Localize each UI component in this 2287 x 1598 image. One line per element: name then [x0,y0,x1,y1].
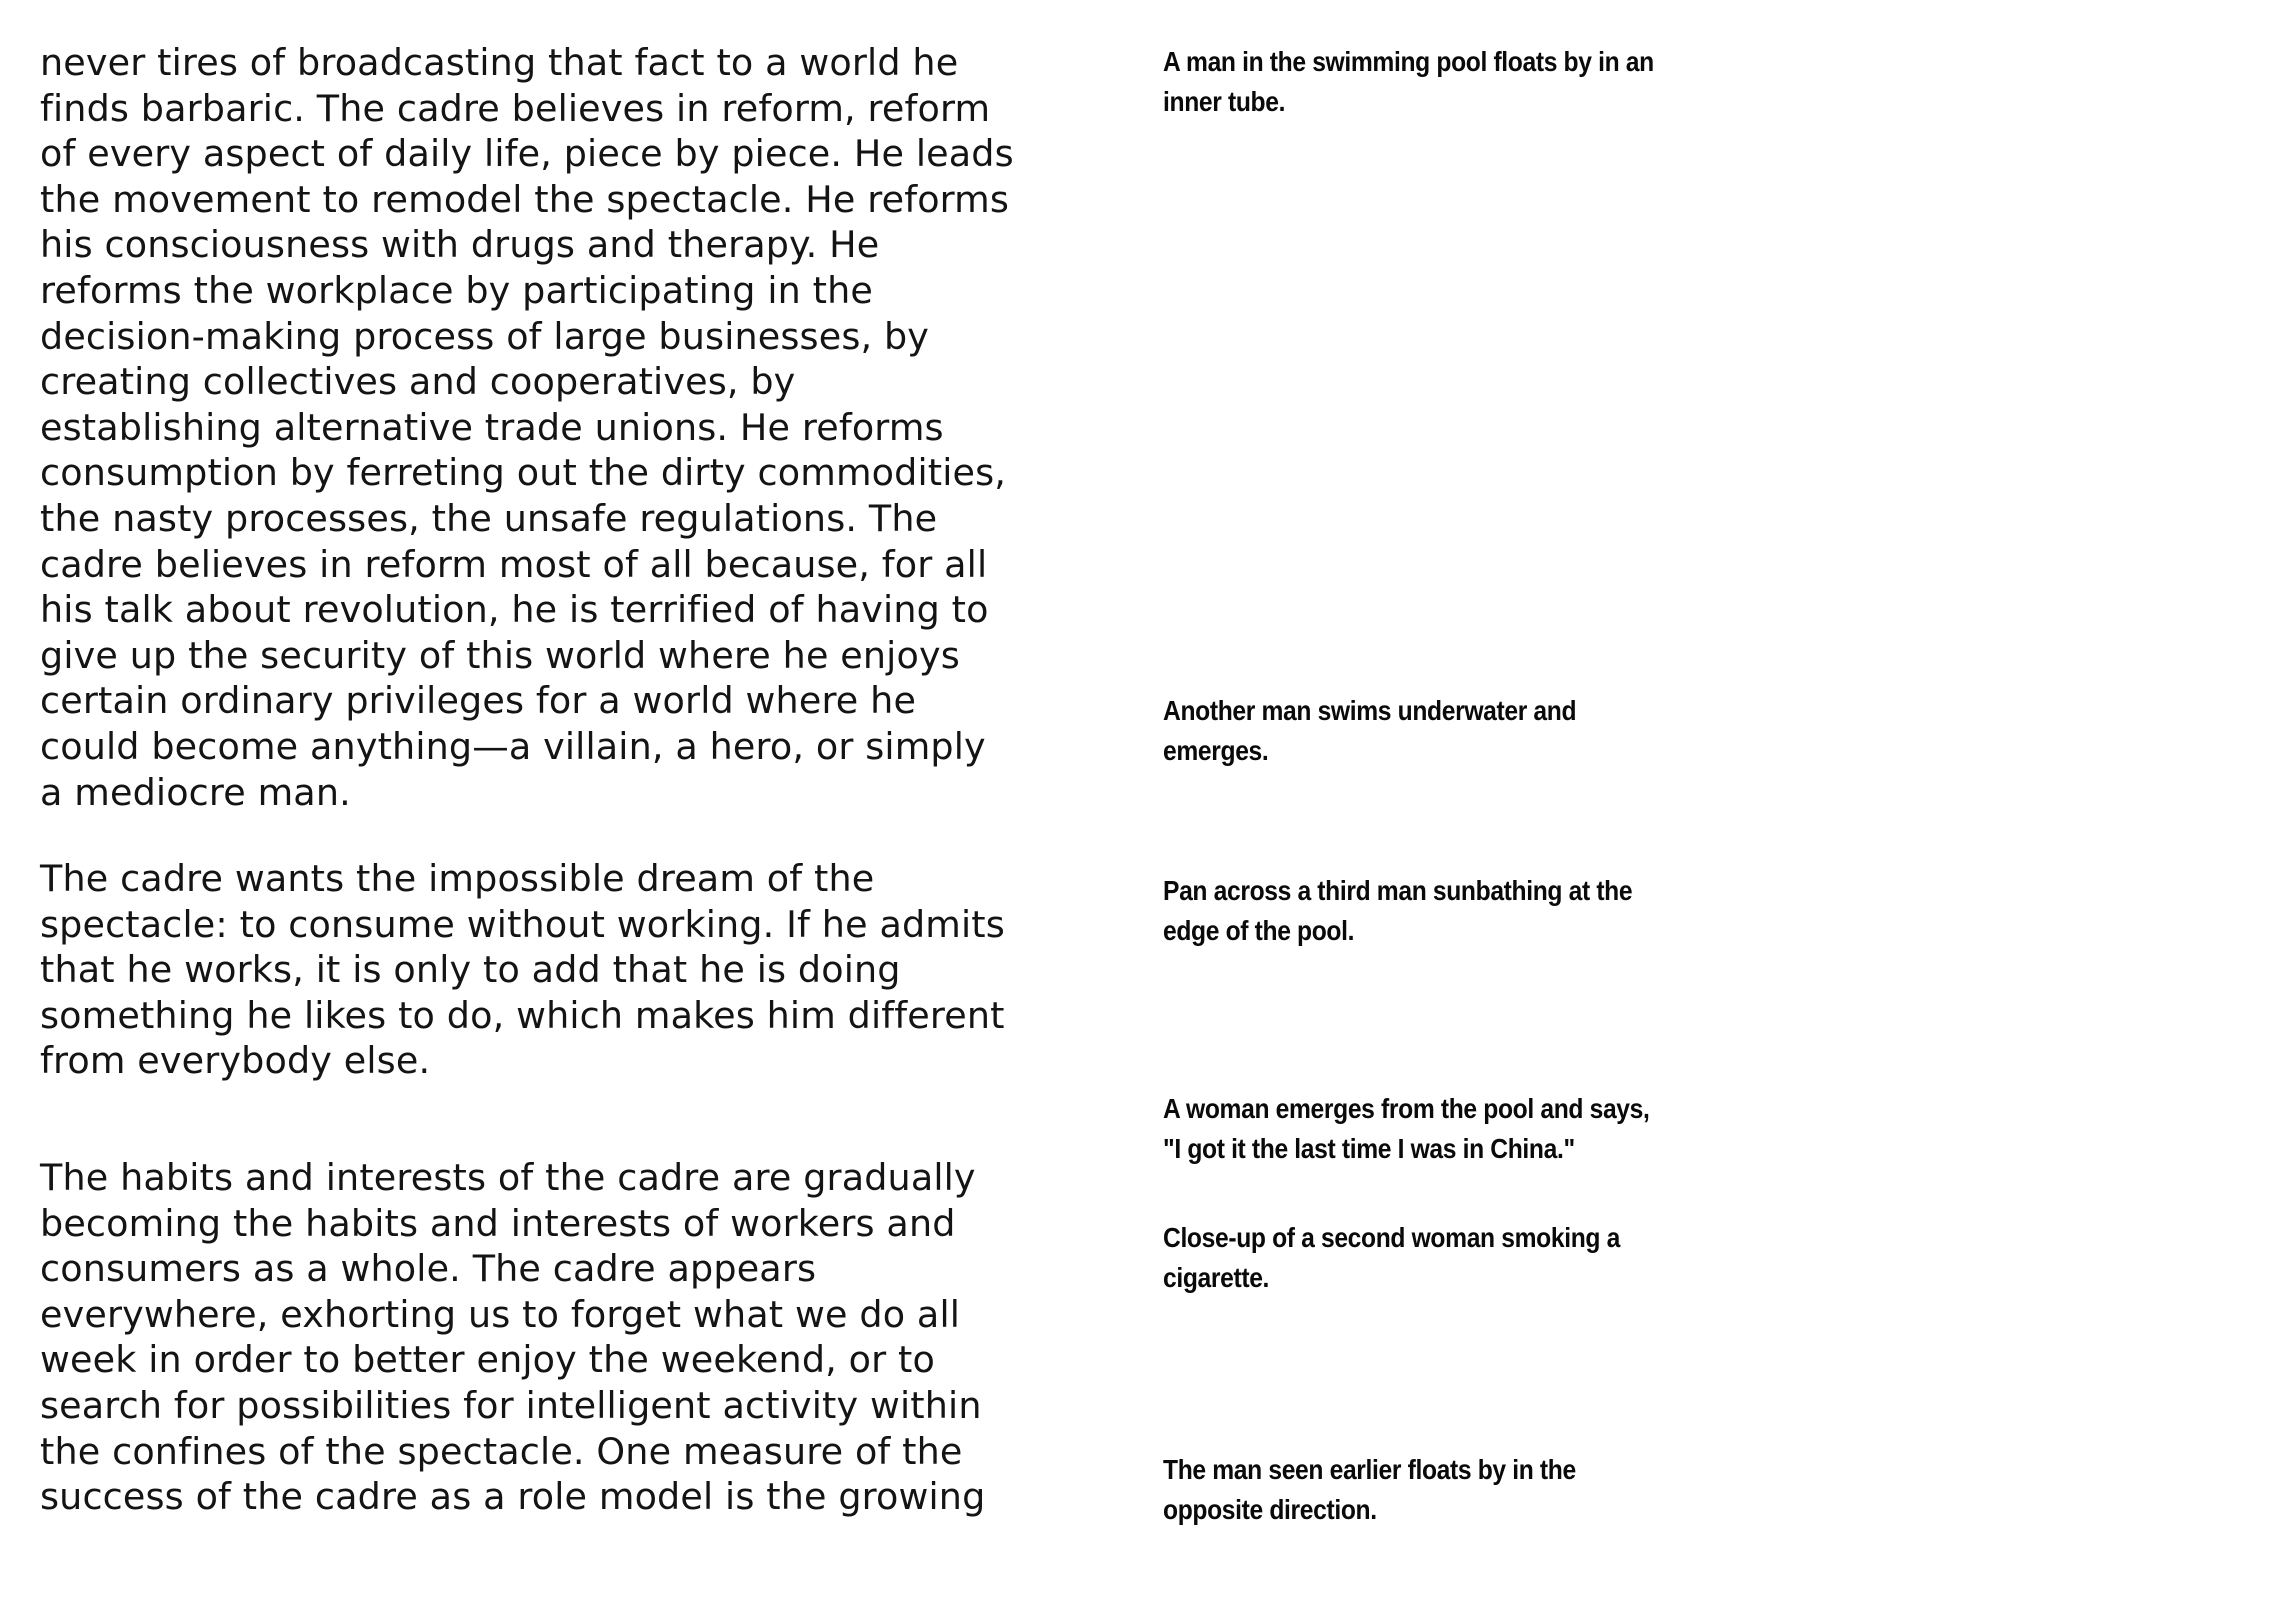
side-note-2 [1163,691,1709,771]
text-line: never tires of broadcasting that fact to a world he [40,41,959,84]
text-line: give up the security of this world where he enjoys [40,633,960,677]
text-line: something he likes to do, which makes him different [40,993,1005,1037]
note-line: The man seen earlier floats by in the [1163,1454,1576,1485]
text-line: everywhere, exhorting us to forget what we do all [40,1292,961,1336]
note-line: Another man swims underwater and [1163,695,1577,726]
text-line: his talk about revolution, he is terrified of having to [40,588,989,632]
side-note-5 [1163,1218,1709,1298]
text-line: decision-making process of large businesses, by [40,314,930,358]
note-line: Close-up of a second woman smoking a [1163,1222,1620,1253]
text-line: from everybody else. [40,1039,431,1083]
side-note-3 [1163,871,1709,951]
text-line: the confines of the spectacle. One measure of the [40,1429,963,1473]
text-line: success of the cadre as a role model is the growing [40,1475,986,1519]
text-line: that he works, it is only to add that he is doing [40,948,901,992]
side-note-1 [1163,42,1709,122]
body-paragraph-3 [40,1155,1100,1520]
text-line: spectacle: to consume without working. If he admits [40,902,1005,946]
body-paragraph-2 [40,856,1100,1084]
note-line: Pan across a third man sunbathing at the [1163,875,1633,906]
text-line: cadre believes in reform most of all because, for all [40,542,988,586]
side-note-4 [1163,1089,1709,1169]
text-line: certain ordinary privileges for a world where he [40,679,917,723]
note-line: A man in the swimming pool floats by in an [1163,46,1654,77]
text-line: the movement to remodel the spectacle. He reforms [40,177,1010,221]
note-line: emerges. [1163,735,1269,766]
text-line: could become anything—a villain, a hero, or simply [40,724,986,768]
side-note-6 [1163,1450,1709,1530]
text-line: establishing alternative trade unions. He reforms [40,405,944,449]
note-line: opposite direction. [1163,1494,1377,1525]
body-paragraph-1 [40,40,1100,815]
text-line: becoming the habits and interests of workers and [40,1201,956,1245]
text-line: reforms the workplace by participating in the [40,268,874,312]
text-line: of every aspect of daily life, piece by piece. He leads [40,132,1014,176]
note-line: "I got it the last time I was in China." [1163,1133,1575,1164]
text-line: creating collectives and cooperatives, by [40,360,796,404]
text-line: consumers as a whole. The cadre appears [40,1247,817,1291]
note-line: cigarette. [1163,1262,1270,1293]
note-line: inner tube. [1163,86,1286,117]
text-line: consumption by ferreting out the dirty commodities, [40,451,1007,495]
text-line: The habits and interests of the cadre are gradually [40,1156,976,1199]
note-line: edge of the pool. [1163,915,1355,946]
text-line: his consciousness with drugs and therapy. He [40,223,880,267]
text-line: finds barbaric. The cadre believes in reform, reform [40,86,991,130]
text-line: week in order to better enjoy the weekend, or to [40,1338,935,1382]
text-line: the nasty processes, the unsafe regulations. The [40,496,938,540]
text-line: search for possibilities for intelligent activity within [40,1383,982,1427]
text-line: a mediocre man. [40,770,351,814]
text-line: The cadre wants the impossible dream of the [40,857,875,900]
note-line: A woman emerges from the pool and says, [1163,1093,1650,1124]
